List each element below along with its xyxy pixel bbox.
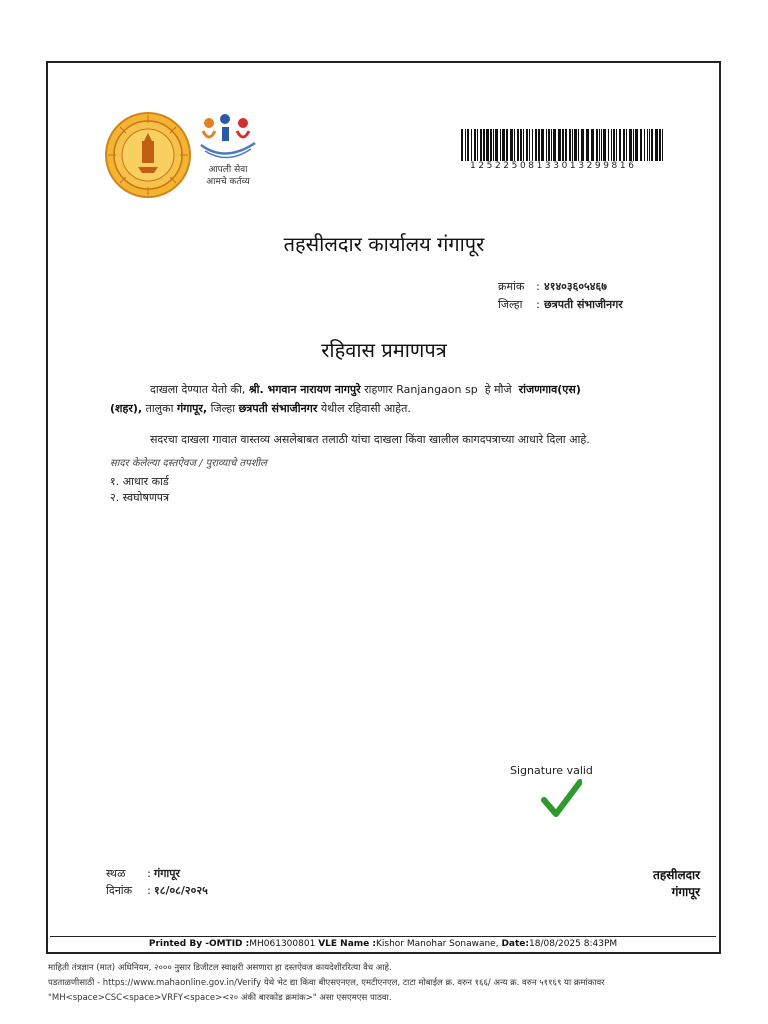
barcode-bar — [510, 129, 513, 161]
barcode-bar — [651, 129, 653, 161]
barcode-bar — [523, 129, 524, 161]
divider — [50, 936, 716, 937]
barcode-bar — [601, 129, 602, 161]
aaple-seva-logo — [195, 113, 261, 193]
barcode-bar — [474, 129, 476, 161]
checkmark-icon — [540, 778, 582, 818]
barcode-bar — [538, 129, 540, 161]
barcode-bar — [626, 129, 627, 161]
barcode-bar — [461, 129, 463, 161]
barcode-bar — [532, 129, 533, 161]
barcode-bar — [569, 129, 571, 161]
logo-tagline-2: आमचे कर्तव्य — [206, 177, 250, 187]
verify-note: पडताळणीसाठी - https://www.mahaonline.gov.in/Verify येथे भेट द्या किंवा बीएसएनएल, एमटीएनएल, टाटा मोबाईल क्र. वरुन १६६/ अन्य क्र. वरुन ५११६९ या क्रमांकावर — [48, 978, 605, 988]
barcode-bar — [502, 129, 505, 161]
district-info: जिल्हा : छत्रपती संभाजीनगर — [498, 298, 623, 311]
barcode-bar — [640, 129, 642, 161]
body-paragraph-line2: (शहर), तालुका गंगापूर, जिल्हा छत्रपती संभाजीनगर येथील रहिवासी आहेत. — [110, 402, 411, 415]
legal-note-1: माहिती तंत्रज्ञान (मात) अधिनियम, २००० नुसार डिजीटल स्वाक्षरी असणारा हा दस्तऐवज कायदेशीररित्या वैध आहे. — [48, 963, 392, 973]
documents-heading: सादर केलेल्या दस्तऐवज / पुराव्याचे तपशील — [110, 458, 267, 469]
barcode-bar — [596, 129, 598, 161]
officer-title: तहसीलदार — [653, 868, 700, 882]
barcode-bar — [506, 129, 508, 161]
barcode-bar — [613, 129, 615, 161]
barcode-bar — [581, 129, 584, 161]
barcode-bar — [467, 129, 469, 161]
certificate-number: क्रमांक : ४१४०३६०५४६७ — [498, 280, 607, 293]
certificate-title: रहिवास प्रमाणपत्र — [321, 338, 447, 362]
barcode-bar — [562, 129, 564, 161]
barcode-icon — [461, 129, 666, 161]
officer-place: गंगापूर — [671, 885, 700, 899]
logo-tagline-1: आपली सेवा — [208, 165, 248, 175]
barcode-bar — [644, 129, 645, 161]
printed-by-line: Printed By -OMTID :MH061300801 VLE Name :Kishor Manohar Sonawane, Date:18/08/2025 8:43PM — [148, 939, 618, 949]
barcode-bar — [548, 129, 550, 161]
place-field: स्थळ : गंगापूर — [106, 867, 180, 880]
barcode-bar — [647, 129, 648, 161]
barcode-bar — [493, 129, 494, 161]
barcode-bar — [633, 129, 634, 161]
barcode-bar — [529, 129, 530, 161]
barcode-bar — [465, 129, 466, 161]
barcode-bar — [591, 129, 594, 161]
list-item: १. आधार कार्ड — [110, 475, 169, 488]
body-paragraph-basis: सदरचा दाखला गावात वास्तव्य असलेबाबत तलाठी यांचा दाखला किंवा खालील कागदपत्राच्या आधारे दिला आहे. — [150, 433, 590, 446]
barcode-bar — [520, 129, 522, 161]
barcode-bar — [483, 129, 485, 161]
barcode-bar — [603, 129, 606, 161]
barcode-bar — [477, 129, 478, 161]
aaple-seva-icon — [195, 113, 261, 163]
barcode-bar — [480, 129, 482, 161]
barcode-bar — [486, 129, 489, 161]
barcode-bar — [535, 129, 537, 161]
barcode-bar — [558, 129, 561, 161]
barcode-bar — [565, 129, 567, 161]
barcode-number: 1252250813301329981​6 — [470, 161, 637, 171]
barcode-bar — [551, 129, 552, 161]
barcode-bar — [655, 129, 658, 161]
barcode-bar — [490, 129, 492, 161]
barcode-bar — [629, 129, 632, 161]
barcode-bar — [659, 129, 661, 161]
barcode-bar — [495, 129, 498, 161]
barcode-bar — [546, 129, 547, 161]
barcode-bar — [471, 129, 472, 161]
barcode-bar — [623, 129, 625, 161]
list-item: २. स्वघोषणपत्र — [110, 491, 170, 504]
maharashtra-seal-icon — [104, 111, 192, 199]
barcode-bar — [599, 129, 600, 161]
barcode-bar — [635, 129, 638, 161]
barcode-bar — [619, 129, 621, 161]
barcode-bar — [608, 129, 609, 161]
barcode-bar — [553, 129, 556, 161]
barcode-bar — [514, 129, 515, 161]
barcode-bar — [586, 129, 589, 161]
barcode-bar — [611, 129, 612, 161]
date-field: दिनांक : १८/०८/२०२५ — [106, 884, 208, 897]
barcode-bar — [526, 129, 528, 161]
barcode-bar — [500, 129, 501, 161]
body-paragraph-line1: दाखला देण्यात येतो की, श्री. भगवान नारायण नागपुरे राहणार Ranjangaon sp हे मौजे रांजणगाव(एस) — [150, 383, 581, 396]
signature-valid-label: Signature valid — [510, 764, 593, 777]
barcode-bar — [572, 129, 573, 161]
barcode-bar — [578, 129, 579, 161]
sms-note: "MH<space>CSC<space>VRFY<space><२० अंकी बारकोड क्रमांक>" असा एसएमएस पाठवा. — [48, 993, 392, 1003]
office-title: तहसीलदार कार्यालय गंगापूर — [283, 232, 485, 256]
barcode-bar — [541, 129, 544, 161]
barcode-bar — [574, 129, 577, 161]
barcode-bar — [517, 129, 519, 161]
barcode-bar — [662, 129, 663, 161]
barcode-bar — [616, 129, 617, 161]
barcode-bar — [649, 129, 650, 161]
